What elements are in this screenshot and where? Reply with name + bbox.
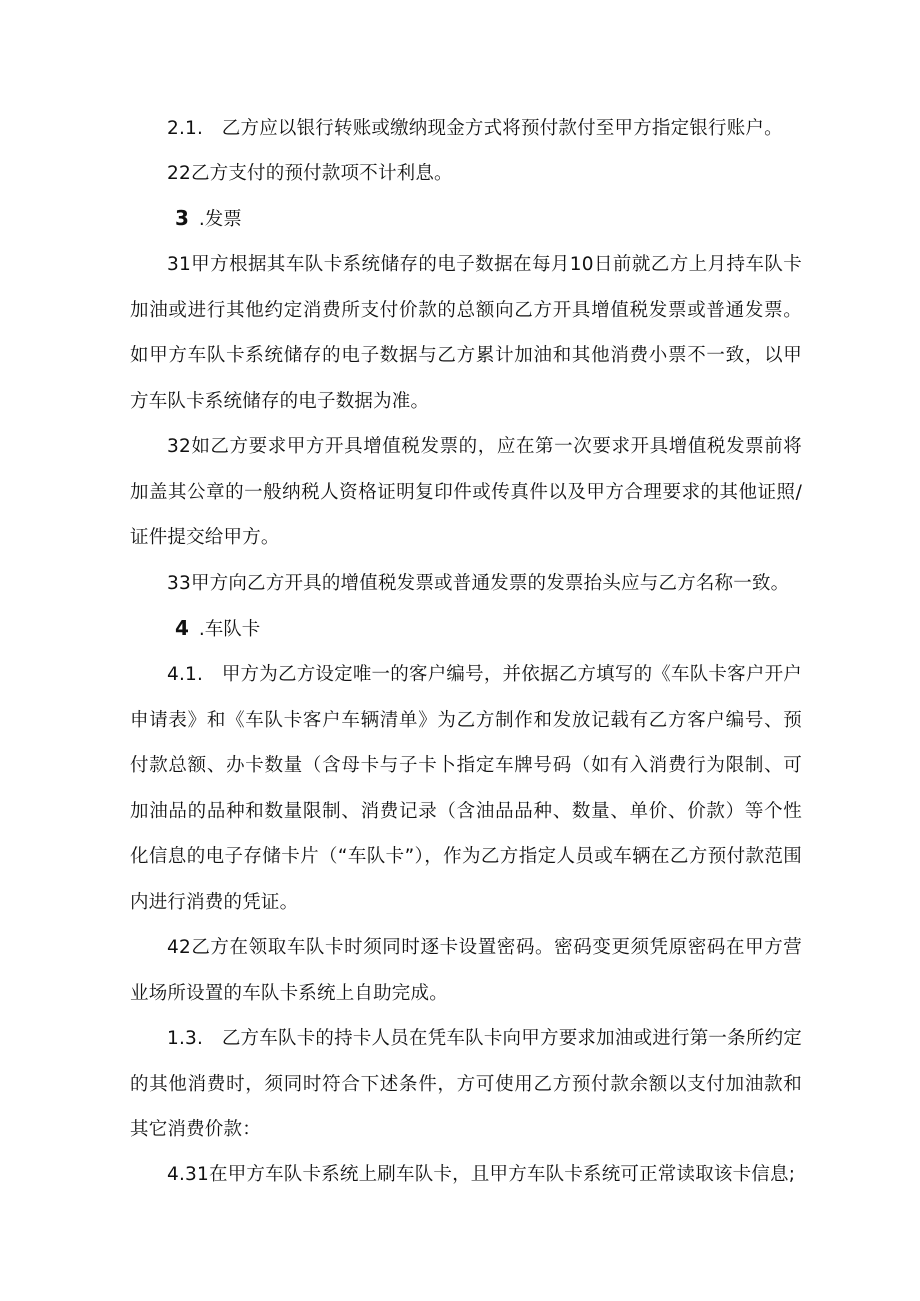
section-heading-3 [175,196,242,243]
paragraph-4-3-1: 4.31在甲方车队卡系统上刷车队卡，且甲方车队卡系统可正常读取该卡信息; [167,1164,796,1185]
paragraph-4-1: 4.1. 甲方为乙方设定唯一的客户编号，并依据乙方填写的《车队卡客户开户申请表》和《车队卡客户车辆清单》为乙方制作和发放记载有乙方客户编号、预付款总额、办卡数量（含母卡与子卡卜指定车牌号码（如有入消费行为限制、可加油品的品种和数量限制、消费记录（含油品品种、数量、单价、价款）等个性化信息的电子存储卡片（“车队卡”），作为乙方指定人员或车辆在乙方预付款范围内进行消费的凭证。 [130,664,802,913]
section-number-4: 4 [175,616,189,640]
paragraph-2-1: 2.1. 乙方应以银行转账或缴纳现金方式将预付款付至甲方指定银行账户。 [167,118,783,139]
paragraph-2-2: 22乙方支付的预付款项不计利息。 [167,163,453,184]
section-title-4: .车队卡 [198,619,261,640]
paragraph-3-2: 32如乙方要求甲方开具增值税发票的，应在第一次要求开具增值税发票前将加盖其公章的一般纳税人资格证明复印件或传真件以及甲方合理要求的其他证照/证件提交给甲方。 [130,436,802,548]
section-title-3: .发票 [198,209,242,230]
section-number-3: 3 [175,206,189,230]
paragraph-3-1: 31甲方根据其车队卡系统储存的电子数据在每月10日前就乙方上月持车队卡加油或进行其他约定消费所支付价款的总额向乙方开具增值税发票或普通发票。如甲方车队卡系统储存的电子数据与乙方累计加油和其他消费小票不一致，以甲方车队卡系统储存的电子数据为准。 [130,254,802,412]
paragraph-4-2: 42乙方在领取车队卡时须同时逐卡设置密码。密码变更须凭原密码在甲方营业场所设置的车队卡系统上自助完成。 [130,937,802,1004]
paragraph-3-3: 33甲方向乙方开具的增值税发票或普通发票的发票抬头应与乙方名称一致。 [167,573,790,594]
paragraph-1-3: 1.3. 乙方车队卡的持卡人员在凭车队卡向甲方要求加油或进行第一条所约定的其他消费时，须同时符合下述条件，方可使用乙方预付款余额以支付加油款和其它消费价款： [130,1028,802,1140]
section-heading-4 [175,606,260,653]
